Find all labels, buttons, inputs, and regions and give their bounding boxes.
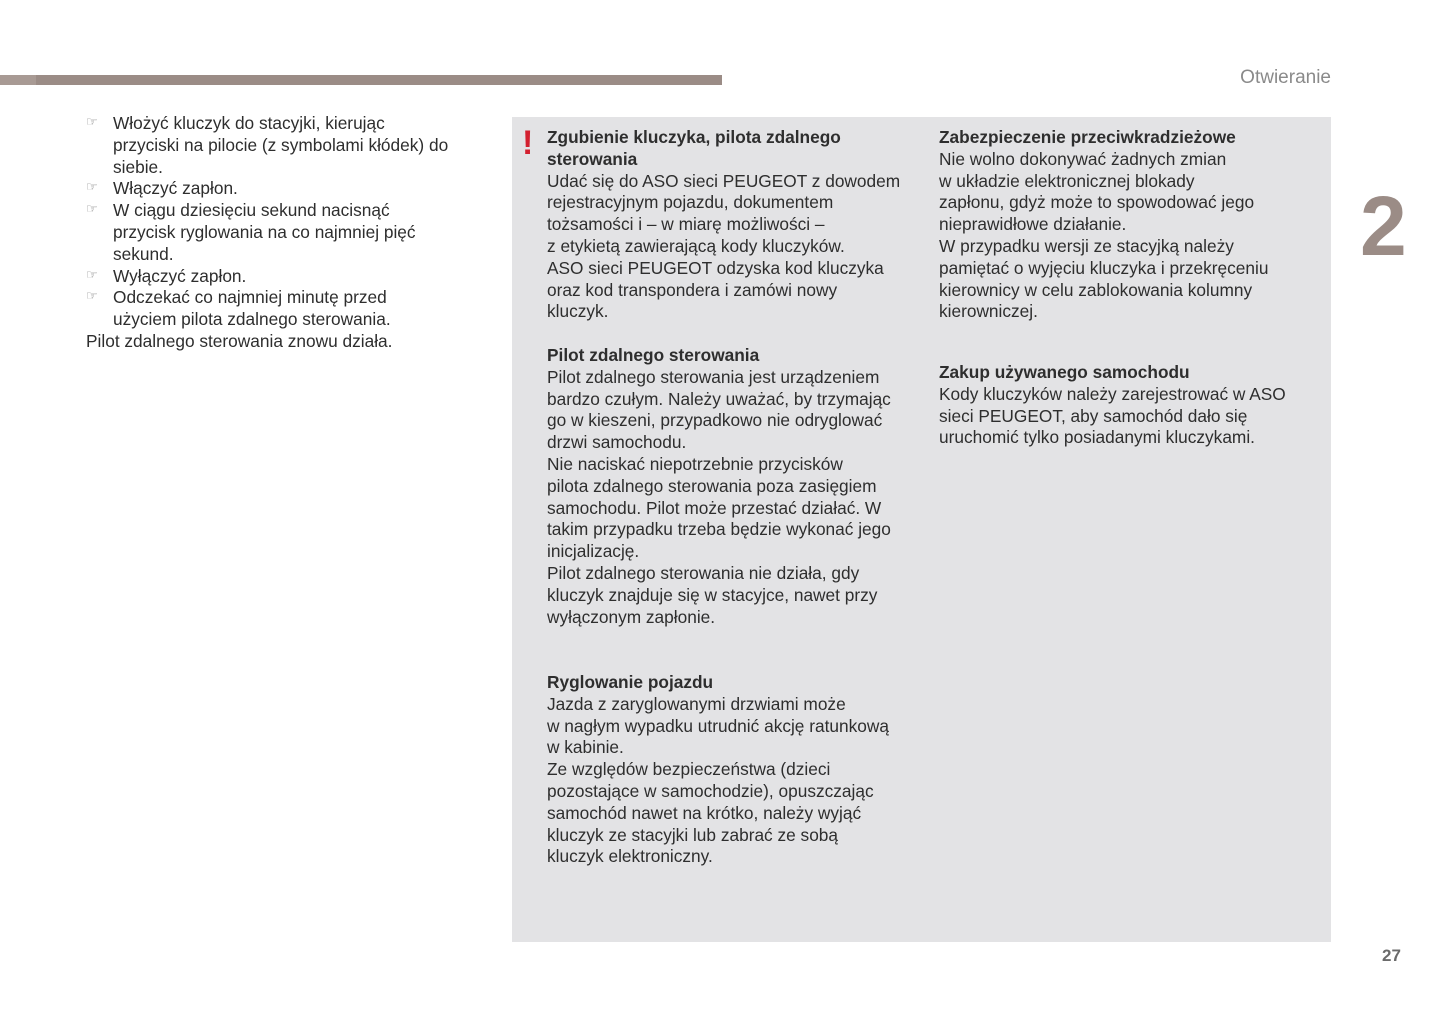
instruction-list <box>86 113 448 353</box>
chapter-number: 2 <box>1360 179 1407 273</box>
section-body-line: ASO sieci PEUGEOT odzyska kod kluczyka <box>547 257 884 278</box>
pointing-hand-icon: ☞ <box>86 114 98 129</box>
section-heading: Zabezpieczenie przeciwkradzieżowe <box>939 127 1236 147</box>
section-body-line: pamiętać o wyjęciu kluczyka i przekręceniu <box>939 257 1269 278</box>
list-item <box>86 200 448 265</box>
list-item <box>86 178 448 200</box>
section-anti-theft <box>939 127 1268 323</box>
section-body-line: kluczyk znajduje się w stacyjce, nawet przy <box>547 584 878 605</box>
section-body-line: wyłączonym zapłonie. <box>547 606 716 627</box>
section-heading: Ryglowanie pojazdu <box>547 672 714 692</box>
section-body-line: zapłonu, gdyż może to spowodować jego <box>939 192 1255 213</box>
list-item <box>86 113 448 178</box>
section-body-line: oraz kod transpondera i zamówi nowy <box>547 279 838 300</box>
list-item-line: Włączyć zapłon. <box>113 178 238 199</box>
section-body-line: w kabinie. <box>547 737 624 758</box>
section-body-line: Pilot zdalnego sterowania nie działa, gdy <box>547 562 860 583</box>
section-heading: Pilot zdalnego sterowania <box>547 345 760 365</box>
list-item-line: Odczekać co najmniej minutę przed <box>113 287 387 308</box>
list-item-line: przycisk ryglowania na co najmniej pięć <box>113 221 416 242</box>
list-item-line: W ciągu dziesięciu sekund nacisnąć <box>113 200 390 221</box>
list-item <box>86 287 448 331</box>
conclusion-text: Pilot zdalnego sterowania znowu działa. <box>86 330 393 351</box>
section-body-line: Ze względów bezpieczeństwa (dzieci <box>547 759 831 780</box>
page-number: 27 <box>1382 946 1401 965</box>
section-title: Otwieranie <box>1240 67 1331 88</box>
section-body-line: nieprawidłowe działanie. <box>939 214 1127 235</box>
section-heading: sterowania <box>547 148 638 169</box>
section-body-line: Nie wolno dokonywać żadnych zmian <box>939 148 1227 169</box>
list-item-line: sekund. <box>113 243 174 264</box>
pointing-hand-icon: ☞ <box>86 288 98 304</box>
section-body-line: Jazda z zaryglowanymi drzwiami może <box>547 693 846 714</box>
list-item-line: Wyłączyć zapłon. <box>113 265 247 286</box>
section-body-line: rejestracyjnym pojazdu, dokumentem <box>547 192 834 213</box>
section-body-line: kierowniczej. <box>939 301 1038 322</box>
section-body-line: sieci PEUGEOT, aby samochód dało się <box>939 405 1248 426</box>
section-body-line: inicjalizację. <box>547 541 640 562</box>
section-body-line: samochód nawet na krótko, należy wyjąć <box>547 802 862 823</box>
section-body-line: Nie naciskać niepotrzebnie przycisków <box>547 453 843 474</box>
section-body-line: bardzo czułym. Należy uważać, by trzymając <box>547 388 891 409</box>
list-item-line: Włożyć kluczyk do stacyjki, kierując <box>113 113 385 133</box>
section-body-line: Kody kluczyków należy zarejestrować w ASO <box>939 383 1286 404</box>
list-item <box>86 266 448 288</box>
section-body-line: pozostające w samochodzie), opuszczając <box>547 780 874 801</box>
section-body-line: kierownicy w celu zablokowania kolumny <box>939 279 1253 300</box>
list-item-line: użyciem pilota zdalnego sterowania. <box>113 309 391 330</box>
section-body-line: z etykietą zawierającą kody kluczyków. <box>547 235 845 256</box>
section-body-line: uruchomić tylko posiadanymi kluczykami. <box>939 427 1255 448</box>
section-body-line: Pilot zdalnego sterowania jest urządzeniem <box>547 366 880 387</box>
header-rule <box>0 75 722 85</box>
section-body-line: W przypadku wersji ze stacyjką należy <box>939 235 1234 256</box>
section-body-line: kluczyk. <box>547 301 609 322</box>
section-lost-key <box>547 127 900 323</box>
section-body-line: takim przypadku trzeba będzie wykonać jego <box>547 519 891 540</box>
section-body-line: Udać się do ASO sieci PEUGEOT z dowodem <box>547 170 901 191</box>
section-heading: Zakup używanego samochodu <box>939 362 1190 382</box>
section-vehicle-locking <box>547 672 889 868</box>
section-body-line: tożsamości i – w miarę możliwości – <box>547 214 825 235</box>
section-body-line: pilota zdalnego sterowania poza zasięgiem <box>547 475 877 496</box>
section-heading: Zgubienie kluczyka, pilota zdalnego <box>547 127 841 147</box>
exclamation-icon: ! <box>522 124 534 162</box>
list-item-line: przyciski na pilocie (z symbolami kłódek) do <box>113 134 449 155</box>
header-rule-accent <box>0 75 36 85</box>
section-body-line: kluczyk elektroniczny. <box>547 846 713 867</box>
pointing-hand-icon: ☞ <box>86 179 98 195</box>
section-remote-control <box>547 345 891 628</box>
section-used-car <box>939 362 1286 449</box>
pointing-hand-icon: ☞ <box>86 266 98 282</box>
list-item-line: siebie. <box>113 156 163 177</box>
section-body-line: go w kieszeni, przypadkowo nie odryglować <box>547 410 883 431</box>
pointing-hand-icon: ☞ <box>86 201 98 217</box>
section-body-line: kluczyk ze stacyjki lub zabrać ze sobą <box>547 824 839 845</box>
section-body-line: drzwi samochodu. <box>547 432 687 453</box>
section-body-line: w układzie elektronicznej blokady <box>939 170 1195 191</box>
section-body-line: samochodu. Pilot może przestać działać. W <box>547 497 882 518</box>
section-body-line: w nagłym wypadku utrudnić akcję ratunkową <box>547 715 889 736</box>
